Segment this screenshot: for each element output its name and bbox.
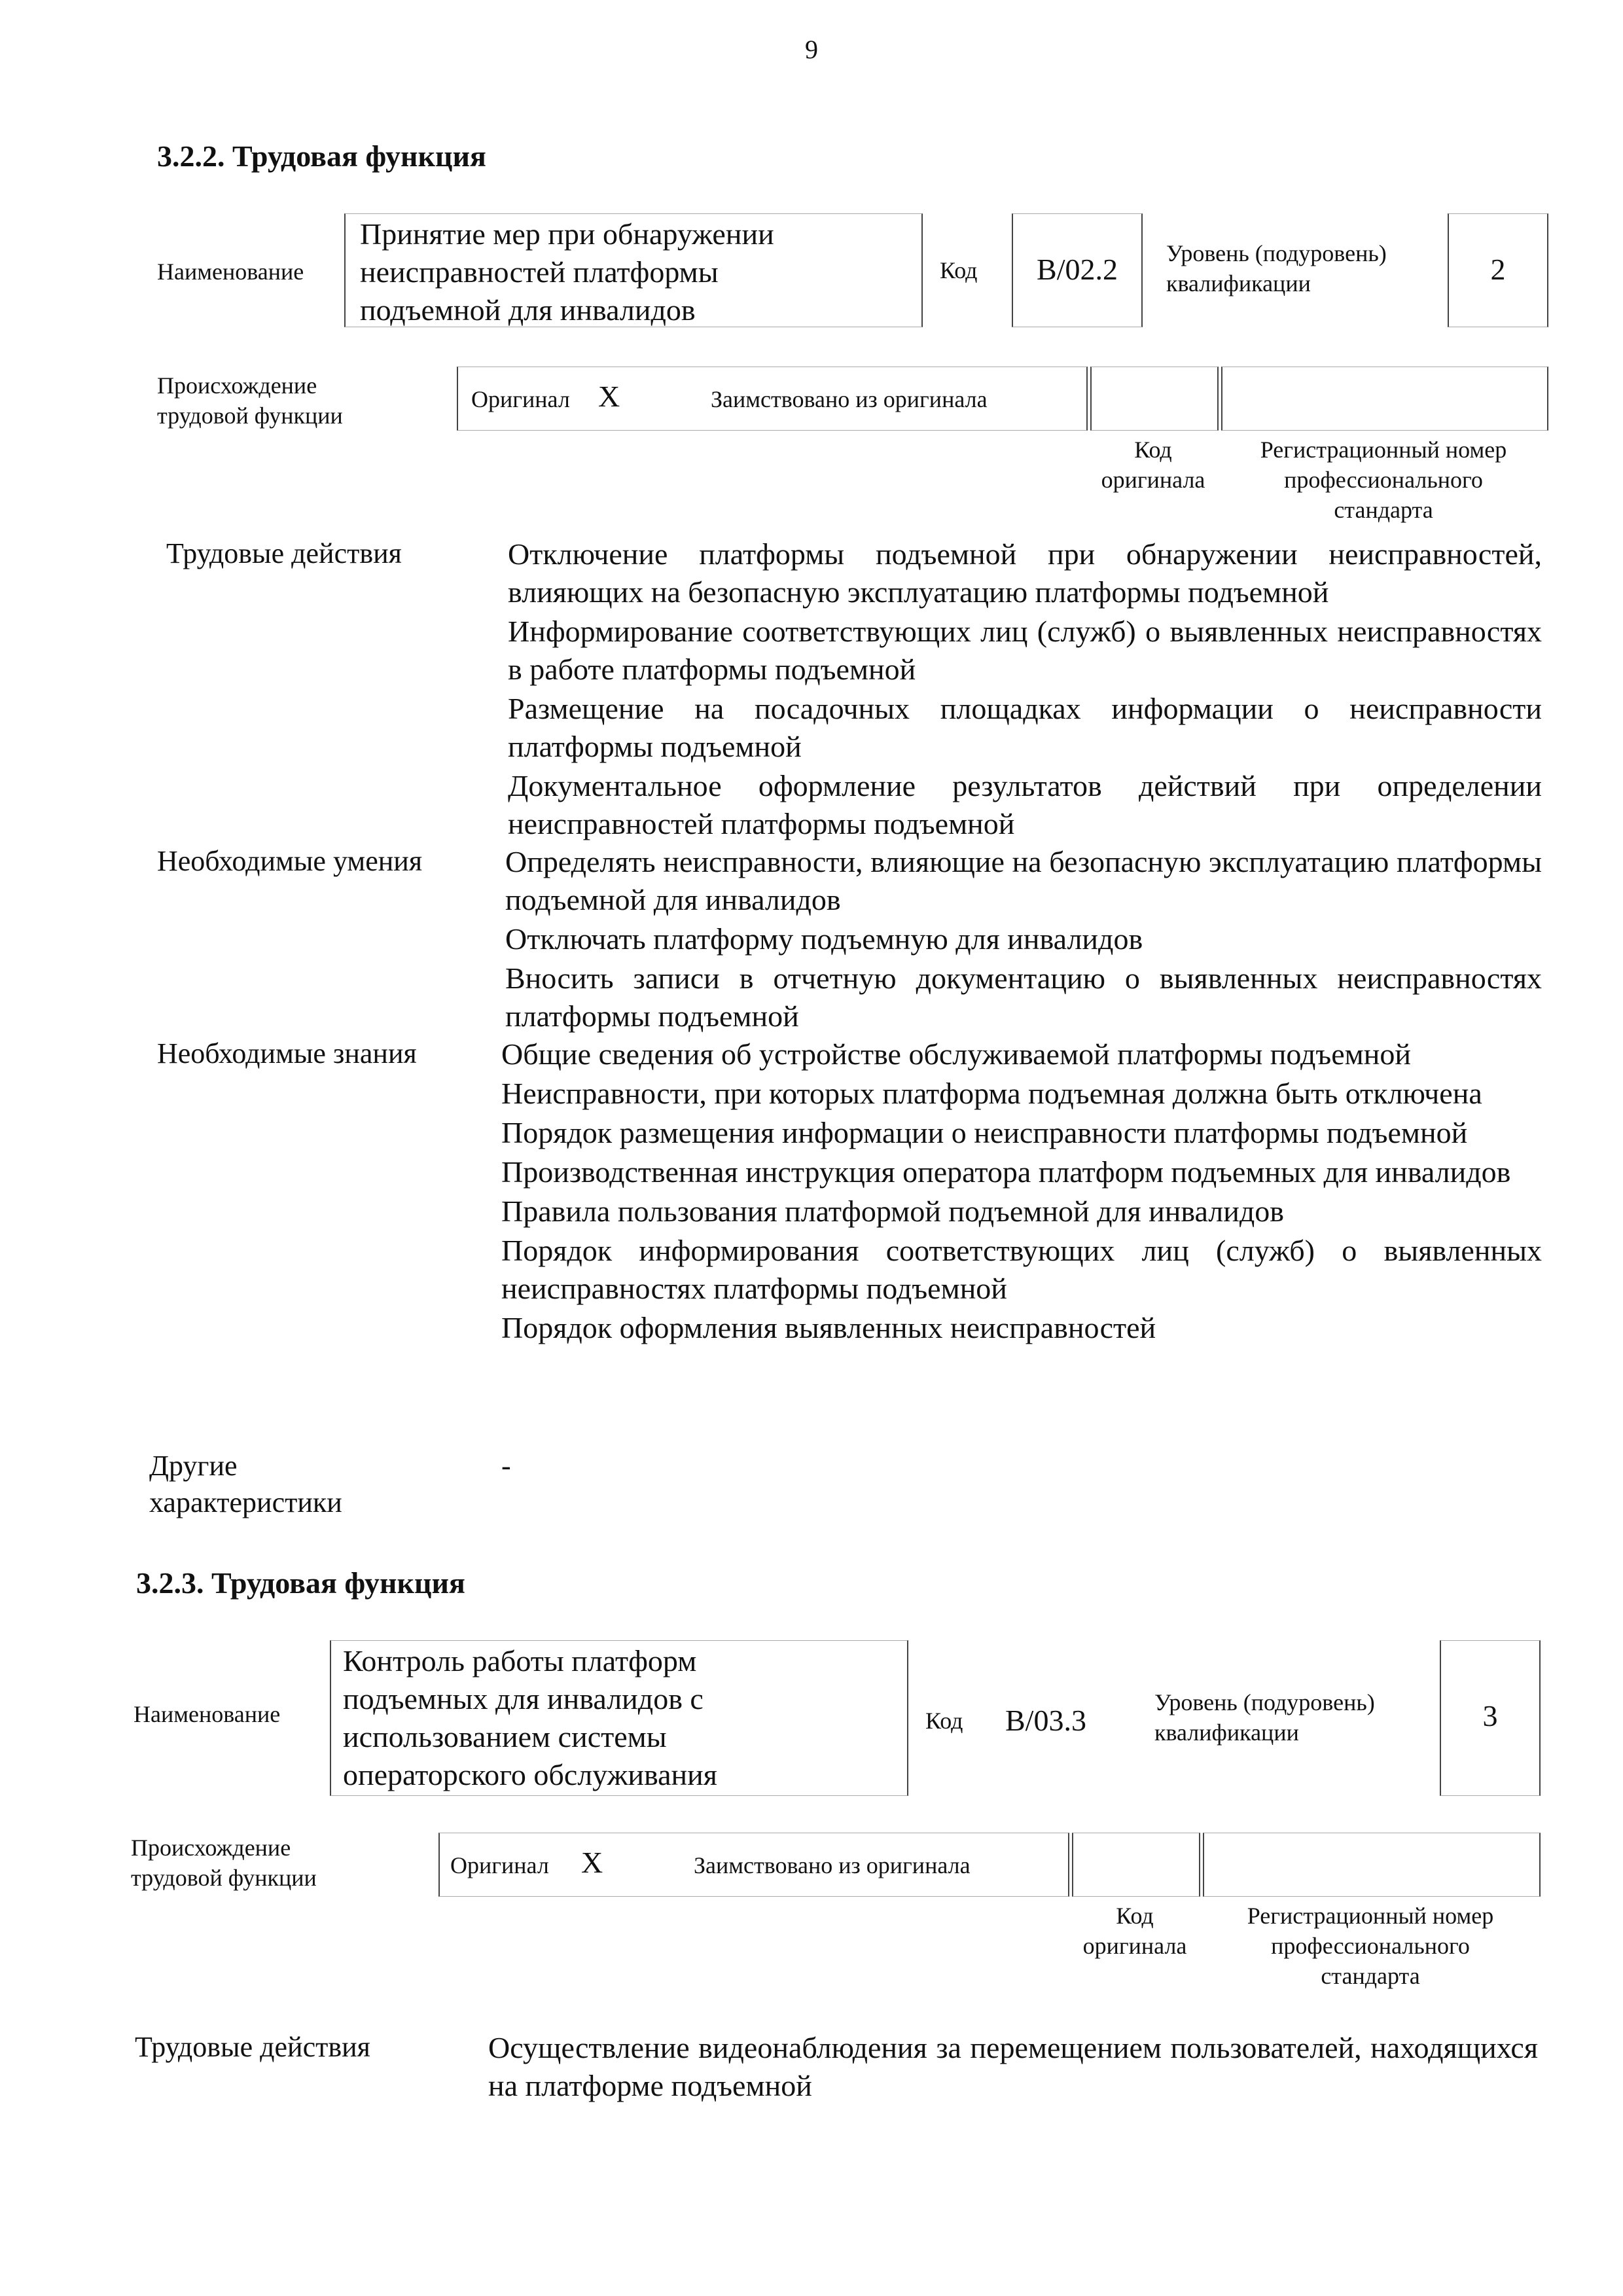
other-label-line: характеристики [149, 1486, 342, 1518]
origin-label [157, 370, 343, 431]
name-line: Контроль работы платформ [343, 1644, 697, 1677]
original-mark: X [581, 1846, 603, 1879]
origin-label-line: трудовой функции [131, 1865, 317, 1891]
caption-line: стандарта [1334, 497, 1433, 523]
caption-line: Код [1134, 437, 1172, 463]
skill-item: Отключать платформу подъемную для инвалидов [505, 922, 1143, 956]
labor-actions-label: Трудовые действия [166, 537, 402, 569]
page-number: 9 [805, 35, 818, 64]
level-value: 3 [1482, 1699, 1498, 1732]
skill-item: Вносить записи в отчетную документацию о выявленных неисправностях платформы подъемной [505, 961, 1542, 1033]
level-label-line: Уровень (подуровень) [1154, 1689, 1375, 1715]
labor-actions-label: Трудовые действия [135, 2031, 370, 2063]
code-label: Код [940, 257, 978, 283]
name-value-box [330, 1640, 908, 1796]
origin-label-line: трудовой функции [157, 403, 343, 429]
caption-line: Регистрационный номер [1260, 437, 1507, 463]
original-label: Оригинал [450, 1852, 549, 1878]
code-value: В/03.3 [1005, 1704, 1086, 1737]
origin-label-line: Происхождение [131, 1835, 291, 1861]
name-line: подъемных для инвалидов с [343, 1682, 704, 1715]
original-mark: X [598, 380, 620, 413]
code-original-box [1072, 1833, 1200, 1897]
other-characteristics-label [149, 1448, 342, 1521]
labor-action-item: Размещение на посадочных площадках информации о неисправности платформы подъемной [508, 692, 1542, 763]
code-original-box [1090, 367, 1219, 431]
reg-number-box [1203, 1833, 1541, 1897]
labor-actions-list [488, 2029, 1538, 2106]
borrowed-label: Заимствовано из оригинала [711, 386, 988, 412]
code-original-caption [1090, 435, 1216, 495]
labor-action-item: Отключение платформы подъемной при обнаружении неисправностей, влияющих на безопасную эксплуатацию платформы подъемной [508, 537, 1542, 609]
labor-action-item: Информирование соответствующих лиц (служб) о выявленных неисправностях в работе платформы подъемной [508, 615, 1542, 686]
borrowed-label: Заимствовано из оригинала [694, 1852, 971, 1878]
section-heading-3-2-2: 3.2.2. Трудовая функция [157, 139, 486, 173]
skills-list [505, 843, 1542, 1037]
reg-number-caption [1221, 435, 1546, 525]
skill-item: Определять неисправности, влияющие на безопасную эксплуатацию платформы подъемной для инвалидов [505, 845, 1542, 916]
knowledge-list [501, 1035, 1542, 1348]
skills-label: Необходимые умения [157, 845, 423, 877]
knowledge-item: Производственная инструкция оператора платформ подъемных для инвалидов [501, 1155, 1511, 1189]
code-original-caption [1072, 1901, 1198, 1961]
code-label: Код [925, 1708, 963, 1734]
level-value: 2 [1490, 253, 1506, 286]
origin-box [457, 367, 1088, 431]
caption-line: профессионального [1284, 467, 1483, 493]
code-value-box [1012, 213, 1143, 327]
other-characteristics-value: - [501, 1450, 511, 1482]
labor-action-item: Документальное оформление результатов действий при определении неисправностей платформы подъемной [508, 769, 1542, 840]
reg-number-caption [1203, 1901, 1538, 1991]
caption-line: оригинала [1082, 1933, 1187, 1959]
caption-line: оригинала [1101, 467, 1205, 493]
labor-actions-list [508, 535, 1542, 844]
name-line: неисправностей платформы [360, 255, 719, 289]
level-label [1166, 238, 1387, 298]
name-line: подъемной для инвалидов [360, 293, 696, 327]
name-line: операторского обслуживания [343, 1758, 717, 1791]
name-line: использованием системы [343, 1720, 667, 1753]
section-heading-3-2-3: 3.2.3. Трудовая функция [136, 1566, 465, 1600]
knowledge-item: Неисправности, при которых платформа подъемная должна быть отключена [501, 1077, 1482, 1110]
knowledge-item: Правила пользования платформой подъемной для инвалидов [501, 1194, 1284, 1228]
caption-line: стандарта [1321, 1963, 1420, 1989]
level-label-line: квалификации [1166, 270, 1311, 296]
code-value: В/02.2 [1037, 253, 1118, 286]
knowledge-item: Общие сведения об устройстве обслуживаемой платформы подъемной [501, 1037, 1411, 1071]
knowledge-item: Порядок оформления выявленных неисправностей [501, 1311, 1156, 1344]
origin-label-line: Происхождение [157, 372, 317, 399]
name-label: Наименование [134, 1701, 281, 1727]
level-label [1154, 1687, 1375, 1748]
knowledge-label: Необходимые знания [157, 1037, 417, 1069]
caption-line: профессионального [1271, 1933, 1470, 1959]
level-value-box [1448, 213, 1548, 327]
origin-box [438, 1833, 1069, 1897]
origin-label [131, 1833, 317, 1893]
level-label-line: Уровень (подуровень) [1166, 240, 1387, 266]
name-label: Наименование [157, 259, 304, 285]
level-value-box [1440, 1640, 1541, 1796]
reg-number-box [1221, 367, 1548, 431]
name-value-box [344, 213, 923, 327]
other-label-line: Другие [149, 1450, 238, 1482]
knowledge-item: Порядок информирования соответствующих лиц (служб) о выявленных неисправностях платформы подъемной [501, 1234, 1542, 1305]
original-label: Оригинал [471, 386, 570, 412]
caption-line: Код [1116, 1903, 1154, 1929]
caption-line: Регистрационный номер [1247, 1903, 1494, 1929]
knowledge-item: Порядок размещения информации о неисправности платформы подъемной [501, 1116, 1468, 1149]
name-line: Принятие мер при обнаружении [360, 217, 774, 251]
level-label-line: квалификации [1154, 1719, 1299, 1746]
labor-action-item: Осуществление видеонаблюдения за перемещением пользователей, находящихся на платформе подъемной [488, 2031, 1538, 2102]
